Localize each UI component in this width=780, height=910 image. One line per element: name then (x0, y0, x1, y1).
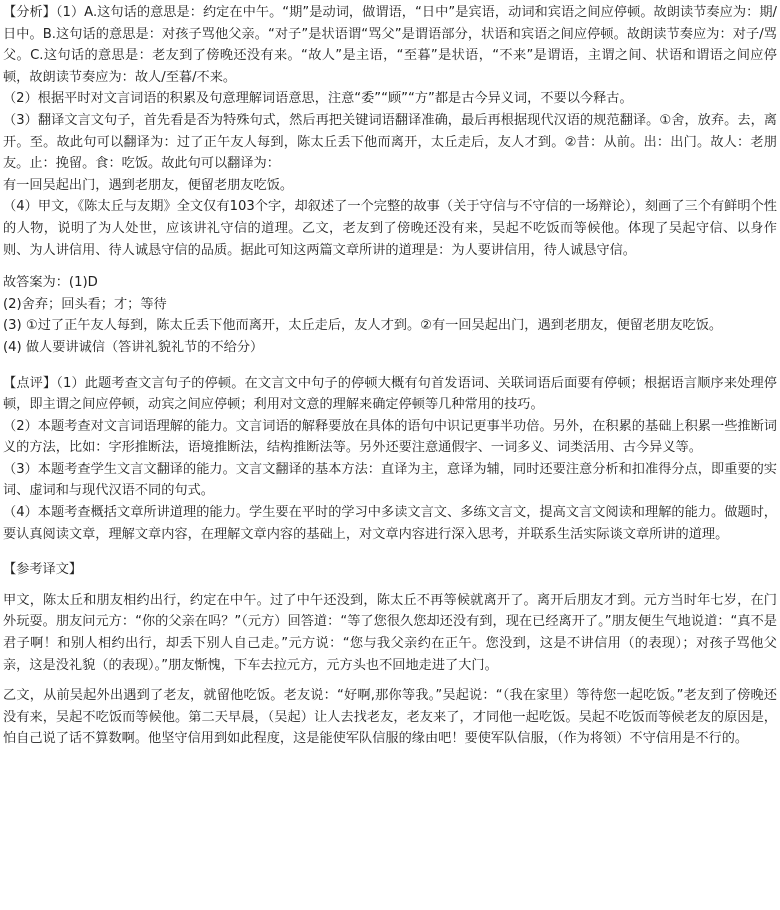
spacer (3, 581, 777, 590)
analysis-paragraph-3: （3）翻译文言文句子，首先看是否为特殊句式，然后再把关键词语翻译准确，最后再根据现代汉语的规范翻译。①舍，放弃。去，离开。至。故此句可以翻译为：过了正午友人每到，陈太丘丢下他而离开，太丘走后，友人才到。②昔：从前。出：出门。故人：老朋友。止：挽留。食：吃饭。故此句可以翻译为： (3, 112, 777, 172)
spacer (3, 261, 777, 272)
translation-heading: 【参考译文】 (3, 562, 83, 578)
answer-line-2: (2)舍弃；回头看；才；等待 (3, 296, 167, 312)
answer-line-3: (3) ①过了正午友人每到，陈太丘丢下他而离开，太丘走后，友人才到。②有一回吴起出门，遇到老朋友，便留老朋友吃饭。 (3, 318, 723, 334)
translation-paragraph-2: 乙文，从前吴起外出遇到了老友，就留他吃饭。老友说：“好啊,那你等我。”吴起说：“（我在家里）等待您一起吃饭。”老友到了傍晚还没有来，吴起不吃饭而等候他。第二天早晨，（吴起）让人去找老友，老友来了，才同他一起吃饭。吴起不吃饭而等候老友的原因是，怕自己说了话不算数啊。他坚守信用到如此程度，这是能使军队信服的缘由吧！要使军队信服，（作为将领）不守信用是不行的。 (3, 688, 777, 747)
answer-line-4: (4) 做人要讲诚信（答讲礼貌礼节的不给分） (3, 339, 264, 355)
spacer (3, 359, 777, 373)
comment-section (3, 373, 777, 546)
analysis-paragraph-1: 【分析】（1）A.这句话的意思是：约定在中午。“期”是动词，做谓语，“日中”是宾语，动词和宾语之间应停顿。故朗读节奏应为：期/日中。B.这句话的意思是：对孩子骂他父亲。“对子”是状语谓“骂父”是谓语部分，状语和宾语之间应停顿。故朗读节奏应为：对子/骂父。C.这句话的意思是：老友到了傍晚还没有来。“故人”是主语，“至暮”是状语，“不来”是谓语，主谓之间、状语和谓语之间应停顿，故朗读节奏应为：故人/至暮/不来。 (3, 5, 777, 85)
comment-paragraph-4: （4）本题考查概括文章所讲道理的能力。学生要在平时的学习中多读文言文、多练文言文，提高文言文阅读和理解的能力。做题时，要认真阅读文章，理解文章内容，在理解文章内容的基础上，对文章内容进行深入思考，并联系生活实际谈文章所讲的道理。 (3, 505, 777, 542)
analysis-paragraph-2: （2）根据平时对文言词语的积累及句意理解词语意思，注意“委”“顾”“方”都是古今异义词，不要以今释古。 (3, 91, 633, 107)
translation-section (3, 559, 777, 750)
answer-section (3, 272, 777, 358)
analysis-paragraph-3-continued: 有一回吴起出门，遇到老朋友，便留老朋友吃饭。 (3, 177, 294, 193)
comment-paragraph-1: 【点评】（1）此题考查文言句子的停顿。在文言文中句子的停顿大概有句首发语词、关联词语后面要有停顿；根据语言顺序来处理停顿，即主谓之间应停顿，动宾之间应停顿；利用对文意的理解来确定停顿等几种常用的技巧。 (3, 375, 777, 413)
answer-line-1: 故答案为：(1)D (3, 275, 98, 291)
analysis-paragraph-4: （4）甲文，《陈太丘与友期》全文仅有103个字，却叙述了一个完整的故事（关于守信与不守信的一场辩论），刻画了三个有鲜明个性的人物，说明了为人处世，应该讲礼守信的道理。乙文，老友到了傍晚还没有来，吴起不吃饭而等候他。体现了吴起守信、以身作则、为人讲信用、待人诚恳守信的品质。据此可知这两篇文章所讲的道理是：为人要讲信用，待人诚恳守信。 (3, 199, 777, 258)
spacer (3, 545, 777, 559)
translation-paragraph-1: 甲文，陈太丘和朋友相约出行，约定在中午。过了中午还没到，陈太丘不再等候就离开了。离开后朋友才到。元方当时年七岁，在门外玩耍。朋友问元方：“你的父亲在吗？”（元方）回答道：“等了您很久您却还没有到，现在已经离开了。”朋友便生气地说道：“真不是君子啊！和别人相约出行，却丢下别人自己走。”元方说：“您与我父亲约在正午。您没到，这是不讲信用（的表现）；对孩子骂他父亲，这是没礼貌（的表现）。”朋友惭愧，下车去拉元方，元方头也不回地走进了大门。 (3, 592, 777, 673)
spacer (3, 676, 777, 685)
comment-paragraph-2: （2）本题考查对文言词语理解的能力。文言词语的解释要放在具体的语句中识记更事半功倍。另外，在积累的基础上积累一些推断词义的方法，比如：字形推断法，语境推断法，结构推断法等。另外还要注意通假字、一词多义、词类活用、古今异义等。 (3, 418, 777, 456)
analysis-section (3, 2, 777, 261)
comment-paragraph-3: （3）本题考查学生文言文翻译的能力。文言文翻译的基本方法：直译为主，意译为辅，同时还要注意分析和扣准得分点，即重要的实词、虚词和与现代汉语不同的句式。 (3, 461, 777, 499)
